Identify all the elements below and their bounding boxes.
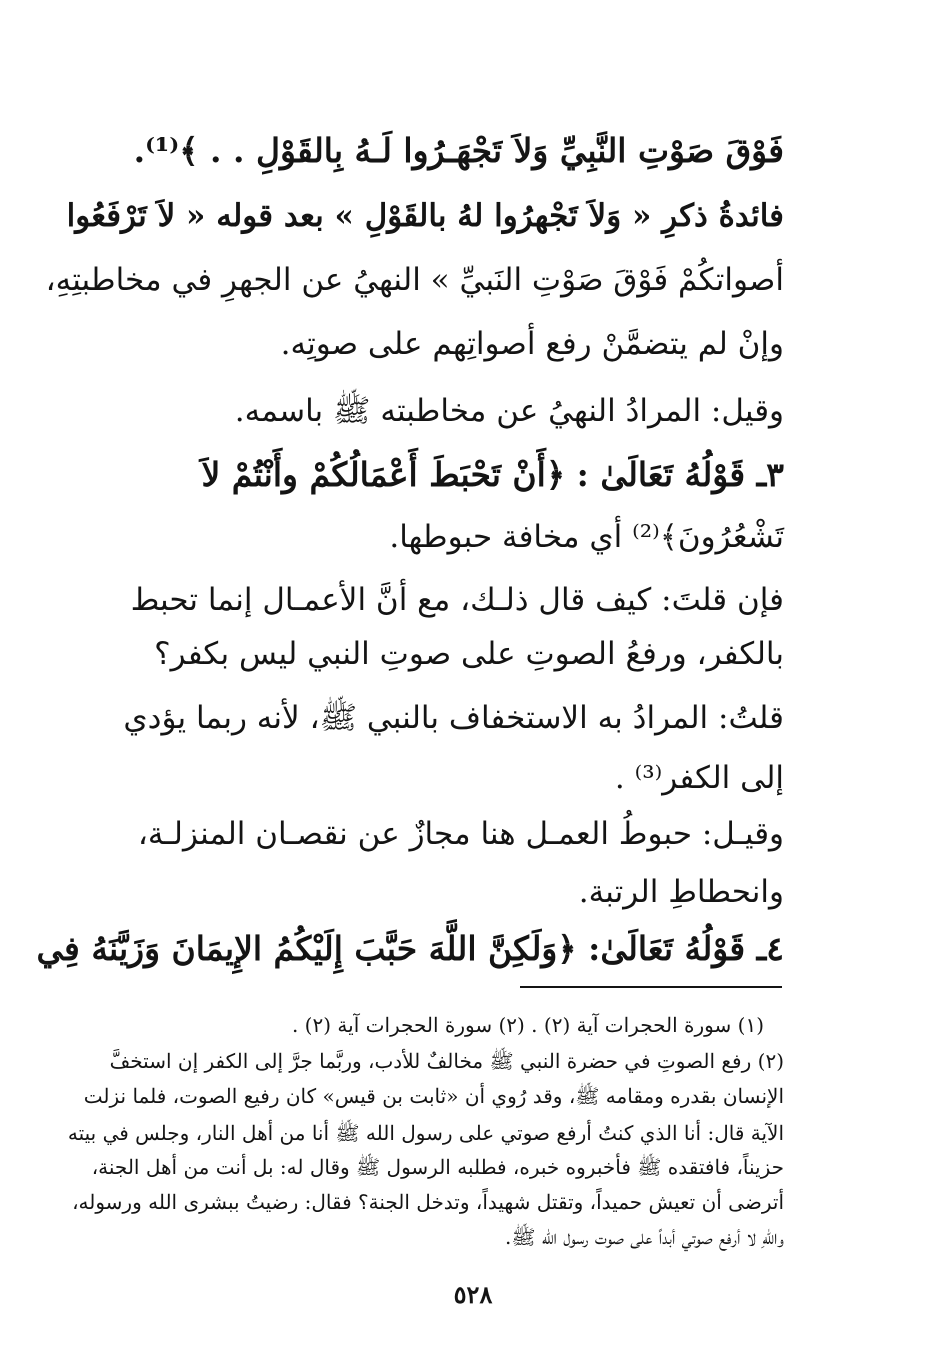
page-number: ٥٢٨ <box>453 1280 493 1309</box>
footnote-separator <box>520 986 782 988</box>
footnote-2-line-2: الإنسان بقدره ومقامه ﷺ، وقد رُوي أن «ثابت بن قيس» كان رفيع الصوت، فلما نزلت <box>83 1084 784 1108</box>
another-opinion-line-1: وقيـل: حبوطُ العمـل هنا مجازٌ عن نقصـان المنزلـة، <box>137 816 784 852</box>
benefit-paragraph-line-3: وإنْ لم يتضمَّنْ رفع أصواتِهم على صوتِه. <box>280 326 784 362</box>
answer-line-1: قلتُ: المرادُ به الاستخفاف بالنبي ﷺ، لأنه ربما يؤدي <box>123 700 784 736</box>
footnote-references: (١) سورة الحجرات آية (٢) . (٢) سورة الحجرات آية (٢) . <box>291 1013 764 1037</box>
alternative-opinion-line: وقيل: المرادُ النهيُ عن مخاطبته ﷺ باسمه. <box>234 393 784 429</box>
question-line-2: بالكفر، ورفعُ الصوتِ على صوتِ النبي ليس بكفر؟ <box>154 636 784 672</box>
verse-3-heading-line-2: تَشْعُرُونَ﴾⁽²⁾ أي مخافة حبوطها. <box>389 519 784 555</box>
answer-line-2: إلى الكفر⁽³⁾ . <box>614 760 784 796</box>
another-opinion-line-2: وانحطاطِ الرتبة. <box>578 874 784 910</box>
question-line-1: فإن قلتَ: كيف قال ذلـك، مع أنَّ الأعمـال إنما تحبط <box>130 582 784 618</box>
footnote-2-line-6: واللهِ لا أرفع صوتي أبداً على صوت رسول الله ﷺ. <box>505 1225 784 1249</box>
footnote-2-line-3: الآية قال: أنا الذي كنتُ أرفع صوتي على رسول الله ﷺ أنا من أهل النار، وجلس في بيته <box>67 1121 784 1145</box>
benefit-paragraph-line-1: فائدةُ ذكرِ « وَلاَ تَجْهرُوا لهُ بالقَوْلِ » بعد قوله « لاَ تَرْفَعُوا <box>66 198 784 234</box>
benefit-paragraph-line-2: أصواتكُمْ فَوْقَ صَوْتِ النَبيِّ » النهيُ عن الجهرِ في مخاطبتِهِ، <box>45 262 784 298</box>
footnote-2-line-5: أترضى أن تعيش حميداً، وتقتل شهيداً، وتدخل الجنة؟ فقال: رضيتُ ببشرى الله ورسوله، <box>72 1190 784 1214</box>
footnote-2-line-4: حزيناً، فافتقده ﷺ فأخبروه خبره، فطلبه الرسول ﷺ وقال له: بل أنت من أهل الجنة، <box>91 1155 784 1179</box>
verse-4-heading-line: ٤ـ قَوْلُهُ تَعَالَىٰ: ﴿وَلَكِنَّ اللَّهَ حَبَّبَ إِلَيْكُمُ الإِيمَانَ وَزَيَّنَهُ فِي <box>36 929 784 968</box>
footnote-2-line-1: (٢) رفع الصوتِ في حضرة النبي ﷺ مخالفٌ للأدب، وربَّما جرَّ إلى الكفر إن استخفَّ <box>109 1049 784 1073</box>
verse-3-heading-line-1: ٣ـ قَوْلُهُ تَعَالَىٰ : ﴿أَنْ تَحْبَطَ أَعْمَالُكُمْ وأَنْتُمْ لاَ <box>201 455 784 494</box>
quran-verse-continuation: فَوْقَ صَوْتِ النَّبِيِّ وَلاَ تَجْهَـرُوا لَـهُ بِالقَوْلِ . . ﴾⁽¹⁾. <box>133 131 784 170</box>
